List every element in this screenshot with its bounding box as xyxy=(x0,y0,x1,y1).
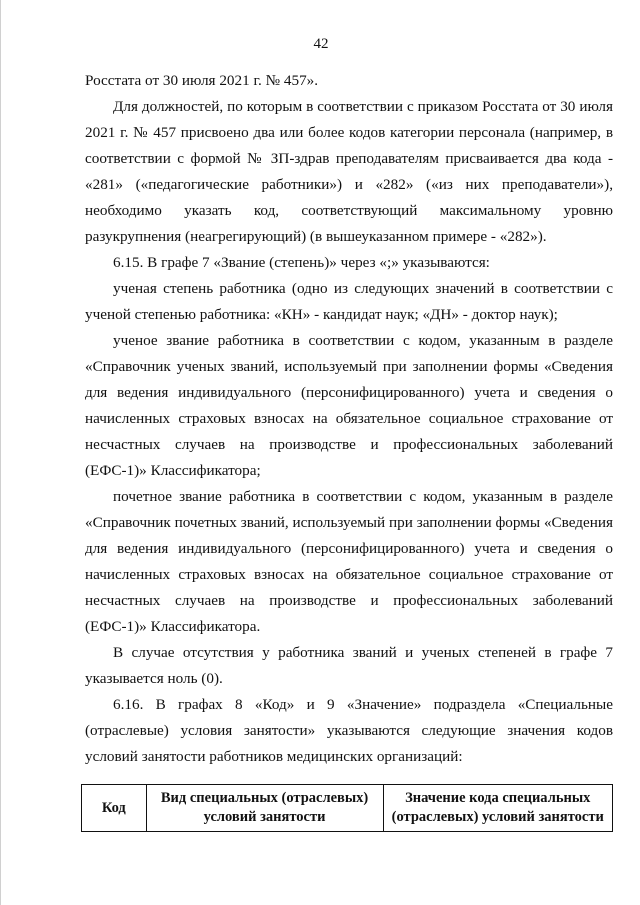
paragraph-degree: ученая степень работника (одно из следующих значений в соответствии с ученой степенью работника: «КН» - кандидат наук; «ДН» - доктор наук); xyxy=(85,280,613,323)
paragraph-honorary-title: почетное звание работника в соответствии с кодом, указанным в разделе «Справочник почетных званий, используемый при заполнении формы «Сведения для ведения индивидуального (персонифицированного) учета и сведения о начисленных страховых взносах на обязательное социальное страхование от несчастных случаев на производстве и профессиональных заболеваний (ЕФС-1)» Классификатора. xyxy=(85,488,613,635)
paragraph-6-16: 6.16. В графах 8 «Код» и 9 «Значение» подраздела «Специальные (отраслевые) условия занятости» указываются следующие значения кодов условий занятости работников медицинских организаций: xyxy=(85,696,613,765)
header-code: Код xyxy=(82,785,147,832)
page-number: 42 xyxy=(313,36,329,52)
employment-conditions-table xyxy=(81,784,613,832)
paragraph-absence: В случае отсутствия у работника званий и ученых степеней в графе 7 указывается ноль (0). xyxy=(85,644,613,687)
paragraph-6-15: 6.15. В графе 7 «Звание (степень)» через «;» указываются: xyxy=(113,254,490,271)
header-value: Значение кода специальных (отраслевых) условий занятости xyxy=(383,785,612,832)
paragraph-1: Росстата от 30 июля 2021 г. № 457». xyxy=(85,72,319,89)
header-kind: Вид специальных (отраслевых) условий занятости xyxy=(146,785,383,832)
paragraph-academic-title: ученое звание работника в соответствии с кодом, указанным в разделе «Справочник ученых званий, используемый при заполнении формы «Сведения для ведения индивидуального (персонифицированного) учета и сведения о начисленных страховых взносах на обязательное социальное страхование от несчастных случаев на производстве и профессиональных заболеваний (ЕФС-1)» Классификатора; xyxy=(85,332,613,479)
paragraph-2: Для должностей, по которым в соответствии с приказом Росстата от 30 июля 2021 г. № 457 присвоено два или более кодов категории персонала (например, в соответствии с формой № ЗП-здрав преподавателям присваивается два кода - «281» («педагогические работники») и «282» («из них преподаватели»), необходимо указать код, соответствующий максимальному уровню разукрупнения (неагрегирующий) (в вышеуказанном примере - «282»). xyxy=(85,98,613,245)
table-header-row xyxy=(82,785,613,832)
document-body xyxy=(85,68,613,770)
